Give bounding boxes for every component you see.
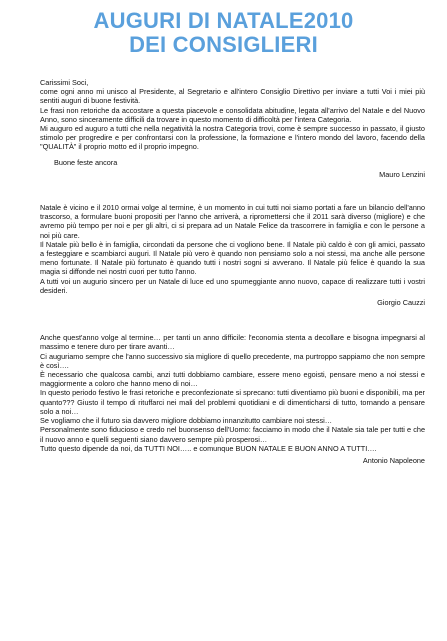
paragraph: In questo periodo festivo le frasi retoriche e preconfezionate si sprecano: tutti diventiamo più buoni e disponibili, ma per quanto??? Giusto il tempo di rituffarci nei mali del problemi quotidiani e di dimenticharsi di tutto, tornando a pensare solo a noi… xyxy=(40,388,425,416)
closing-line: Buone feste ancora xyxy=(54,157,118,167)
section-gap xyxy=(40,307,425,333)
paragraph: Tutto questo dipende da noi, da TUTTI NOI….. e comunque BUON NATALE E BUON ANNO A TUTTI…. xyxy=(40,443,377,453)
signature: Giorgio Cauzzi xyxy=(377,298,425,308)
newsletter-page xyxy=(0,9,447,641)
letters-body xyxy=(40,78,425,465)
paragraph: Le frasi non retoriche da accostare a questa piacevole e consolidata abitudine, legata all'arrivo del Natale e del Nuovo Anno, sono sinceramente difficili da trovare in questo momento di difficoltà per l'intera Categoria. xyxy=(40,105,425,124)
signature: Antonio Napoleone xyxy=(362,455,425,465)
paragraph: Natale è vicino e il 2010 ormai volge al termine, è un momento in cui tutti noi siamo portati a fare un bilancio dell'anno trascorso, a formulare buoni propositi per l'anno che arriverà, a ripromettersi che il 2011 sarà diverso (migliore) e che avremo più tempo per noi e per gli altri, ci si prepara ad un Natale Felice da trascorrere in famiglia e con le persone a noi più care. xyxy=(40,203,425,240)
paragraph: Se vogliamo che il futuro sia davvero migliore dobbiamo innanzitutto cambiare noi stessi… xyxy=(40,416,333,426)
paragraph: Personalmente sono fiducioso e credo nel buonsenso dell'Uomo: facciamo in modo che il Natale sia tale per tutti e che il nuovo anno e quelli seguenti siano davvero sempre più prosperosi… xyxy=(40,425,425,444)
letter-cauzzi xyxy=(40,203,425,307)
page-title xyxy=(0,9,447,57)
paragraph: Mi auguro ed auguro a tutti che nella negatività la nostra Categoria trovi, come è sempre successo in passato, il giusto stimolo per progredire e per confrontarsi con la professione, la formazione e l'intero mondo del lavoro, facendo della "QUALITÀ" il proprio motto ed il proprio impegno. xyxy=(40,124,425,152)
letter-napoleone xyxy=(40,333,425,465)
paragraph: Il Natale più bello è in famiglia, circondati da persone che ci vogliono bene. Il Natale più caldo è con gli amici, passato a festeggiare e scambiarci auguri. Il Natale più vero è quando non pensiamo solo a noi stessi, ma anche alle persone meno fortunate. Il Natale più fortunato è quando tutti i nostri sogni si avverano. Il Natale più felice è quando la sua magia si diffonde nei nostri cuori per tutto l'anno. xyxy=(40,239,425,277)
paragraph: Ci auguriamo sempre che l'anno successivo sia migliore di quello precedente, ma purtroppo sappiamo che non sempre è così…. xyxy=(40,351,425,370)
paragraph: Anche quest'anno volge al termine… per tanti un anno difficile: l'economia stenta a decollare e bisogna impegnarsi al massimo e tenere duro per tirare avanti… xyxy=(40,333,425,352)
page-title-line-2: DEI CONSIGLIERI xyxy=(129,32,318,57)
signature: Mauro Lenzini xyxy=(379,169,425,179)
paragraph: È necessario che qualcosa cambi, anzi tutti dobbiamo cambiare, essere meno egoisti, pensare meno a noi stessi e maggiormente a coloro che hanno meno di noi… xyxy=(40,370,425,389)
page-title-line-1: AUGURI DI NATALE2010 xyxy=(93,8,354,33)
paragraph: come ogni anno mi unisco al Presidente, al Segretario e all'intero Consiglio Direttivo per inviare a tutti Voi i miei più sentiti auguri di buone festività. xyxy=(40,87,425,106)
letter-lenzini xyxy=(40,78,425,179)
paragraph: A tutti voi un augurio sincero per un Natale di luce ed uno spumeggiante anno nuovo, capace di realizzare tutti i vostri desideri. xyxy=(40,276,425,295)
section-gap xyxy=(40,179,425,203)
greeting: Carissimi Soci, xyxy=(40,78,89,87)
